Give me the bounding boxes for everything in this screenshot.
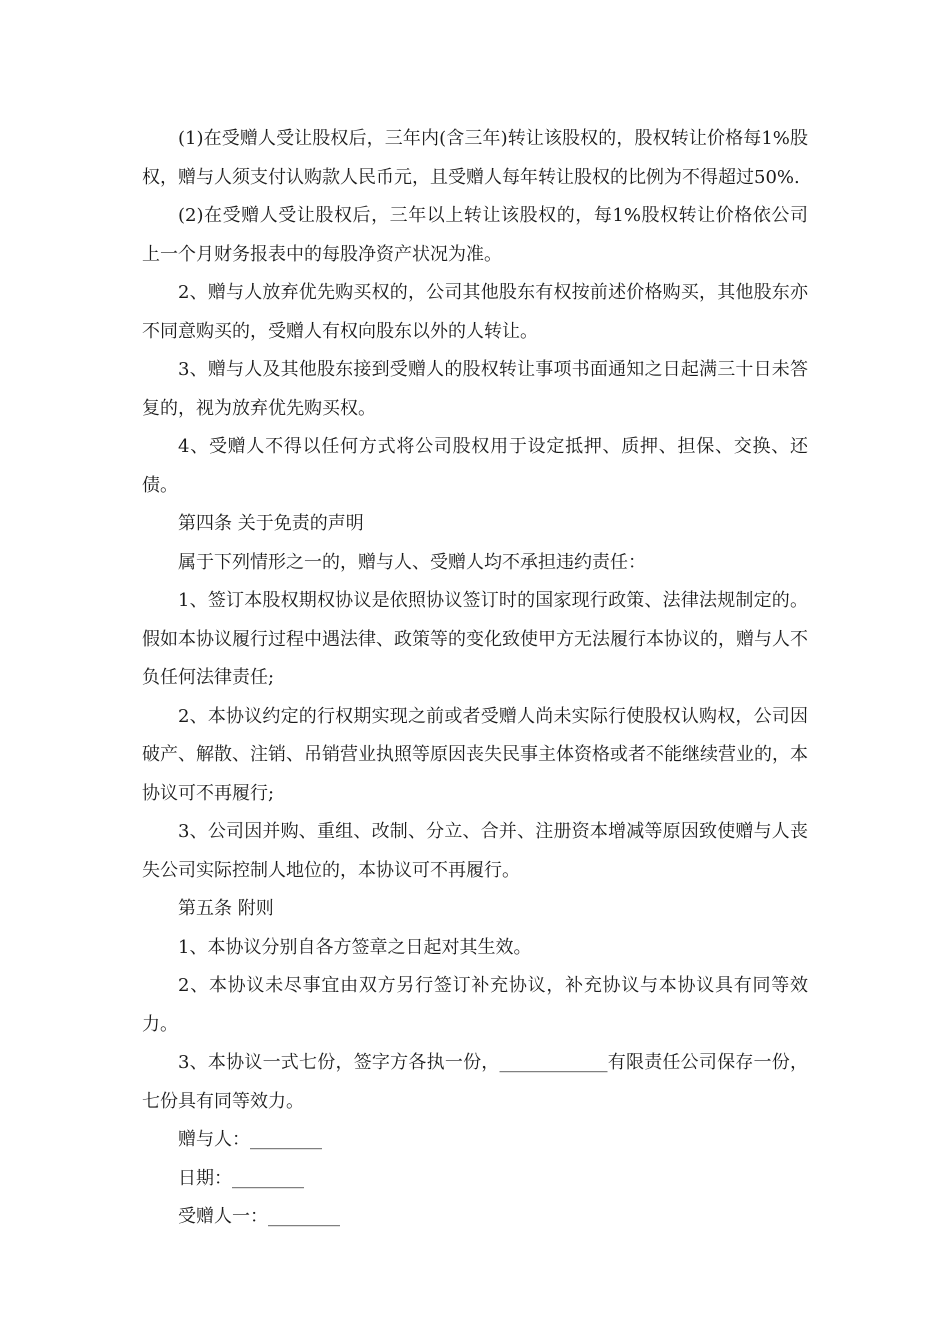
- donor-signature-line: 赠与人：________: [178, 1129, 322, 1150]
- article-4-intro: 属于下列情形之一的，赠与人、受赠人均不承担违约责任：: [178, 551, 646, 573]
- article-5-item-2: 2、本协议未尽事宜由双方另行签订补充协议，补充协议与本协议具有同等效力。: [142, 975, 808, 1035]
- document-body: [142, 120, 808, 1237]
- clause-notice-no-reply: 3、赠与人及其他股东接到受赠人的股权转让事项书面通知之日起满三十日未答复的，视为放弃优先购买权。: [142, 359, 808, 419]
- article-4-item-1: 1、签订本股权期权协议是依照协议签订时的国家现行政策、法律法规制定的。假如本协议履行过程中遇法律、政策等的变化致使甲方无法履行本协议的，赠与人不负任何法律责任;: [142, 590, 808, 688]
- article-4-heading: 第四条 关于免责的声明: [178, 513, 364, 534]
- date-line: 日期：________: [178, 1167, 304, 1189]
- clause-1-price-within-three-years: (1)在受赠人受让股权后，三年内(含三年)转让该股权的，股权转让价格每1%股权，赠与人须支付认购款人民币元，且受赠人每年转让股权的比例为不得超过50%.: [142, 128, 808, 188]
- donee-one-signature-line: 受赠人一：________: [178, 1206, 340, 1227]
- clause-pre-emptive-right-waiver: 2、赠与人放弃优先购买权的，公司其他股东有权按前述价格购买，其他股东亦不同意购买的，受赠人有权向股东以外的人转让。: [142, 282, 808, 342]
- article-5-item-3: 3、本协议一式七份，签字方各执一份，____________有限责任公司保存一份，七份具有同等效力。: [142, 1052, 808, 1112]
- clause-2-price-after-three-years: (2)在受赠人受让股权后，三年以上转让该股权的，每1%股权转让价格依公司上一个月财务报表中的每股净资产状况为准。: [142, 205, 808, 265]
- article-4-item-2: 2、本协议约定的行权期实现之前或者受赠人尚未实际行使股权认购权，公司因破产、解散、注销、吊销营业执照等原因丧失民事主体资格或者不能继续营业的，本协议可不再履行;: [142, 705, 808, 804]
- clause-no-pledge: 4、受赠人不得以任何方式将公司股权用于设定抵押、质押、担保、交换、还债。: [142, 436, 808, 496]
- article-5-item-1: 1、本协议分别自各方签章之日起对其生效。: [178, 936, 532, 958]
- article-4-item-3: 3、公司因并购、重组、改制、分立、合并、注册资本增减等原因致使赠与人丧失公司实际控制人地位的，本协议可不再履行。: [142, 821, 808, 881]
- article-5-heading: 第五条 附则: [178, 898, 274, 919]
